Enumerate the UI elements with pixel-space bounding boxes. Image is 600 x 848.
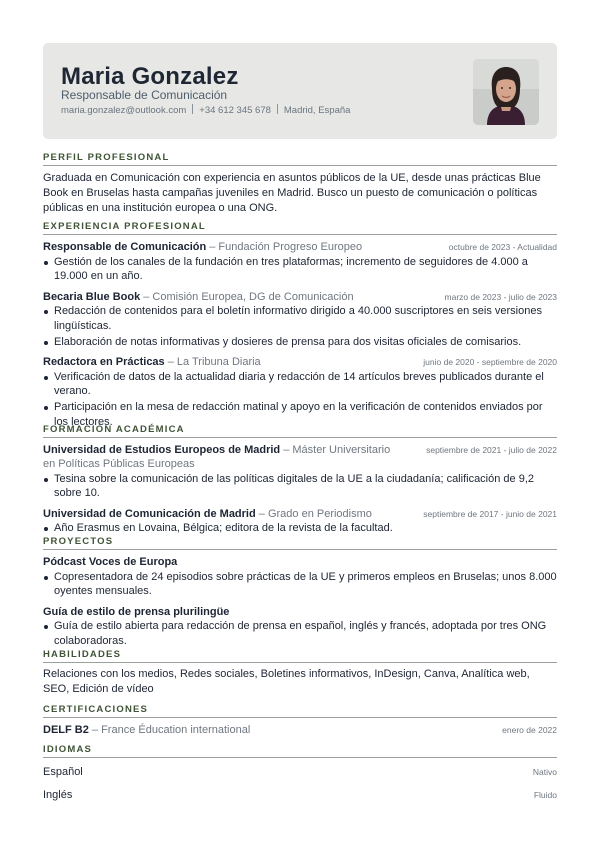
section-title: EXPERIENCIA PROFESIONAL xyxy=(43,221,557,235)
bullet-item: Redacción de contenidos para el boletín informativo dirigido a 40.000 suscriptores en seis versiones lingüísticas. xyxy=(43,304,557,333)
project-entry xyxy=(43,555,557,599)
entry-date: marzo de 2023 - julio de 2023 xyxy=(444,291,557,302)
bullet-item: Elaboración de notas informativas y dosieres de prensa para dos visitas oficiales de comisarios. xyxy=(43,335,557,350)
profile-section xyxy=(43,152,557,216)
contact-email: maria.gonzalez@outlook.com xyxy=(61,105,187,116)
language-row xyxy=(43,788,557,802)
contact-divider xyxy=(192,104,193,114)
section-title: FORMACIÓN ACADÉMICA xyxy=(43,424,557,438)
bullet-item: Año Erasmus en Lovaina, Bélgica; editora de la revista de la facultad. xyxy=(43,521,557,536)
entry-date: septiembre de 2021 - julio de 2022 xyxy=(426,445,557,455)
experience-entry xyxy=(43,290,557,350)
bullet-item: Tesina sobre la comunicación de las políticas digitales de la UE a la ciudadanía; calificación de 9,2 sobre 10. xyxy=(43,472,557,501)
contact-line xyxy=(61,104,350,117)
employer: – La Tribuna Diaria xyxy=(164,356,261,368)
contact-location: Madrid, España xyxy=(283,105,351,116)
language-row xyxy=(43,765,557,779)
education-section xyxy=(43,424,557,536)
language-name: Inglés xyxy=(43,789,73,801)
section-title: PROYECTOS xyxy=(43,536,557,550)
project-title: Guía de estilo de prensa plurilingüe xyxy=(43,605,230,618)
bullet-item: Participación en la mesa de redacción matinal y apoyo en la verificación de contenidos enviados por los lectores. xyxy=(43,400,557,429)
project-entry xyxy=(43,605,557,649)
candidate-title: Responsable de Comunicación xyxy=(61,88,228,102)
profile-photo xyxy=(473,59,539,125)
project-title: Pódcast Voces de Europa xyxy=(43,556,178,568)
contact-divider xyxy=(277,104,278,114)
institution: Universidad de Estudios Europeos de Madrid xyxy=(43,444,281,456)
section-title: HABILIDADES xyxy=(43,649,557,663)
degree: – Grado en Periodismo xyxy=(255,507,372,520)
language-level: Nativo xyxy=(532,767,557,777)
entry-date: junio de 2020 - septiembre de 2020 xyxy=(423,357,557,367)
institution: Universidad de Comunicación de Madrid xyxy=(43,507,256,520)
education-entry xyxy=(43,443,557,501)
language-name: Español xyxy=(43,766,83,778)
section-title: CERTIFICACIONES xyxy=(43,704,557,718)
job-title: Redactora en Prácticas xyxy=(43,356,165,368)
bullet-item: Verificación de datos de la actualidad diaria y redacción de 14 artículos breves publicados durante el verano. xyxy=(43,370,557,399)
certification-name: DELF B2 xyxy=(43,724,89,736)
bullet-item: Guía de estilo abierta para redacción de prensa en español, inglés y francés, adoptada por tres ONG colaboradoras. xyxy=(43,619,557,648)
contact-phone: +34 612 345 678 xyxy=(199,105,271,116)
profile-summary: Graduada en Comunicación con experiencia en asuntos públicos de la UE, desde unas prácticas Blue Book en Bruselas hasta campañas juveniles en Madrid. Busco un puesto de comunicación o políticas públicas en una institución europea o una ONG. xyxy=(43,172,541,214)
entry-date: octubre de 2023 - Actualidad xyxy=(448,242,557,252)
employer: – Fundación Progreso Europeo xyxy=(206,241,363,253)
bullet-item: Copresentadora de 24 episodios sobre prácticas de la UE y primeros empleos en Bruselas; unos 8.000 oyentes mensuales. xyxy=(43,570,557,599)
certifications-section xyxy=(43,704,557,737)
employer: – Comisión Europea, DG de Comunicación xyxy=(140,290,354,303)
job-title: Becaria Blue Book xyxy=(43,290,141,303)
job-title: Responsable de Comunicación xyxy=(43,241,207,253)
bullet-item: Gestión de los canales de la fundación en tres plataformas; incremento de seguidores de 4.000 a 19.000 en un año. xyxy=(43,255,557,284)
section-title: IDIOMAS xyxy=(43,744,557,758)
experience-entry xyxy=(43,355,557,429)
certification-issuer: – France Éducation international xyxy=(88,724,251,736)
experience-section xyxy=(43,221,557,429)
experience-entry xyxy=(43,240,557,284)
education-entry xyxy=(43,507,557,536)
degree: – Máster Universitario en Políticas Públicas Europeas xyxy=(43,444,391,470)
resume-header xyxy=(43,43,557,139)
languages-section xyxy=(43,744,557,802)
section-title: PERFIL PROFESIONAL xyxy=(43,152,557,166)
entry-date: enero de 2022 xyxy=(502,725,557,735)
portrait-image xyxy=(473,59,539,125)
certification-entry xyxy=(43,723,557,737)
skills-section xyxy=(43,649,557,697)
skills-list: Relaciones con los medios, Redes sociales, Boletines informativos, InDesign, Canva, Analítica web, SEO, Edición de vídeo xyxy=(43,668,530,695)
entry-date: septiembre de 2017 - junio de 2021 xyxy=(423,508,557,519)
projects-section xyxy=(43,536,557,648)
candidate-name: Maria Gonzalez xyxy=(61,63,239,90)
language-level: Fluido xyxy=(533,790,557,800)
